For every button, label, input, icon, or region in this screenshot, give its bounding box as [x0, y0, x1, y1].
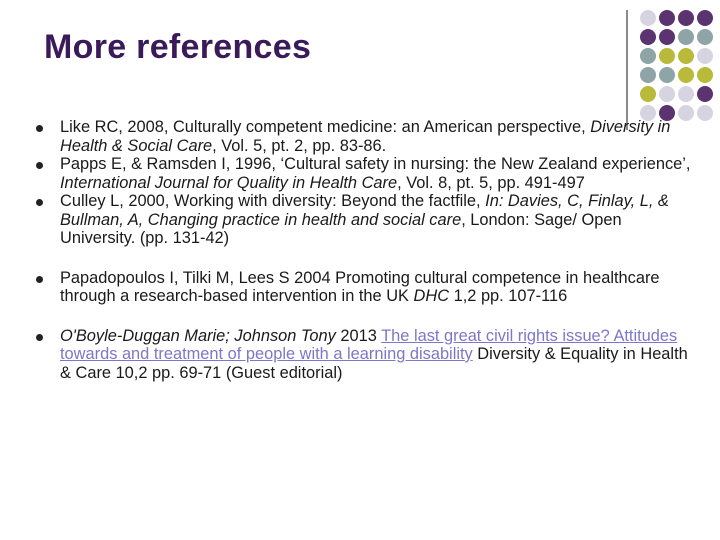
reference-item: Like RC, 2008, Culturally competent medicine: an American perspective, Diversity in Health & Social Care, Vol. 5, pt. 2, pp. 83-86.	[36, 118, 696, 155]
decorative-dot	[659, 29, 675, 45]
slide-title: More references	[44, 28, 312, 66]
reference-item: Papps E, & Ramsden I, 1996, ‘Cultural safety in nursing: the New Zealand experience’, International Journal for Quality in Health Care, Vol. 8, pt. 5, pp. 491-497	[36, 155, 696, 192]
reference-item: Papadopoulos I, Tilki M, Lees S 2004 Promoting cultural competence in healthcare through a research-based intervention in the UK DHC 1,2 pp. 107-116	[36, 269, 696, 306]
decorative-dot	[640, 67, 656, 83]
reference-link[interactable]: The last great civil rights issue? Attitudes towards and treatment of people with a learning disability	[60, 326, 678, 363]
reference-list	[36, 118, 696, 382]
decorative-dot-grid	[640, 10, 713, 121]
reference-item: O'Boyle-Duggan Marie; Johnson Tony 2013 The last great civil rights issue? Attitudes towards and treatment of people with a learning disability Diversity & Equality in Health & Care 10,2 pp. 69-71 (Guest editorial)	[36, 327, 696, 383]
decorative-dot	[659, 67, 675, 83]
decorative-dot	[697, 10, 713, 26]
decorative-dot	[659, 48, 675, 64]
decorative-dot	[697, 29, 713, 45]
decorative-dot	[640, 10, 656, 26]
decorative-dot	[697, 86, 713, 102]
decorative-dot	[659, 10, 675, 26]
decorative-dot	[678, 67, 694, 83]
decorative-dot	[697, 105, 713, 121]
decorative-dot	[697, 48, 713, 64]
reference-item: Culley L, 2000, Working with diversity: Beyond the factfile, In: Davies, C, Finlay, L, & Bullman, A, Changing practice in health and social care, London: Sage/ Open University. (pp. 131-42)	[36, 192, 696, 248]
decorative-dot	[640, 86, 656, 102]
decorative-dot	[678, 86, 694, 102]
decorative-dot	[640, 29, 656, 45]
decorative-divider	[626, 10, 628, 130]
decorative-dot	[697, 67, 713, 83]
decorative-dot	[678, 48, 694, 64]
decorative-dot	[678, 29, 694, 45]
decorative-dot	[640, 48, 656, 64]
decorative-dot	[659, 86, 675, 102]
decorative-dot	[678, 10, 694, 26]
